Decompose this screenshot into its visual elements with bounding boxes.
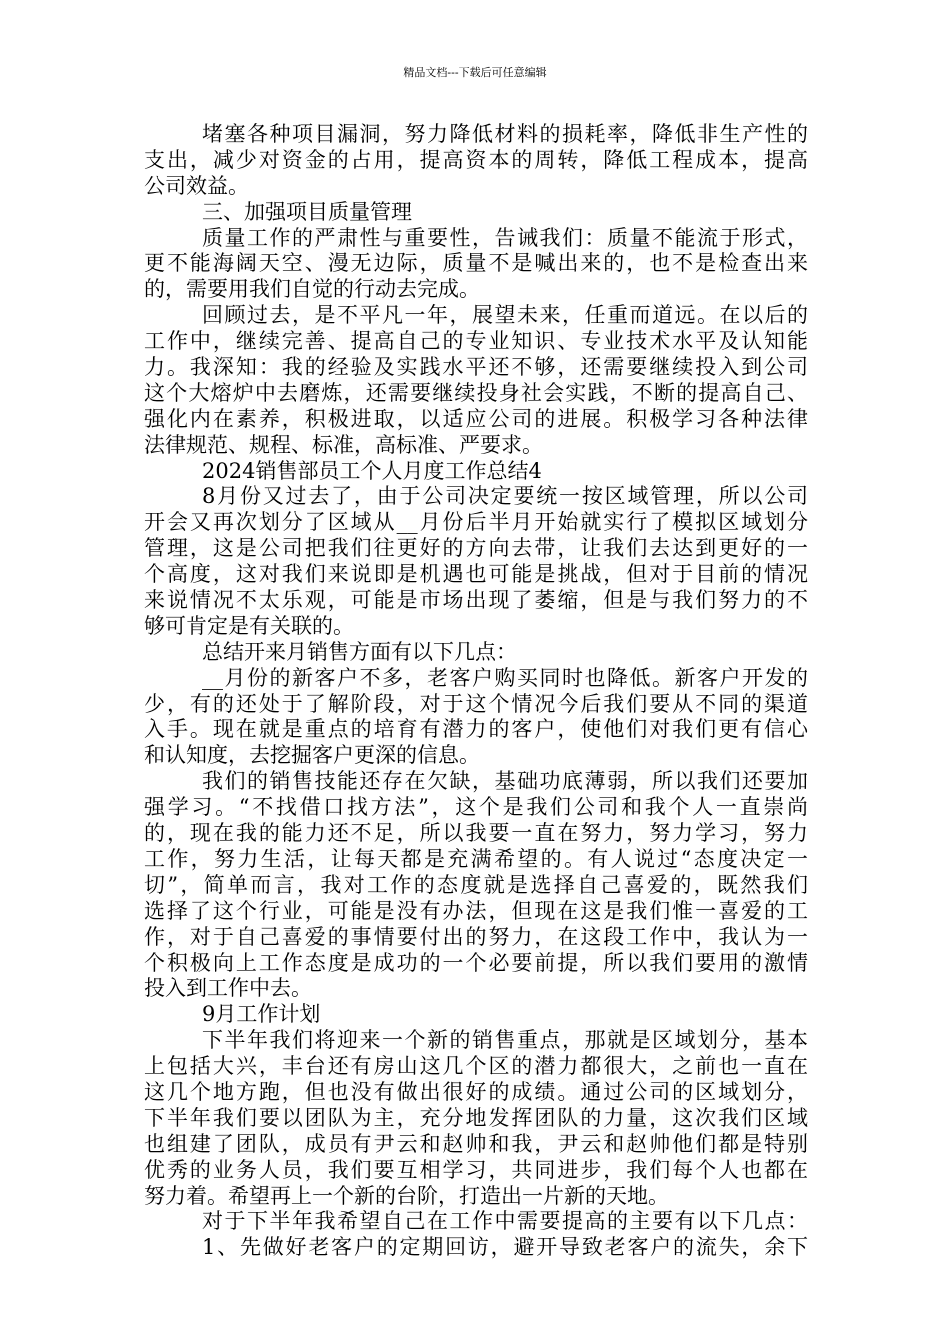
text-line: 和认知度，去挖掘客户更深的信息。 (144, 743, 480, 768)
document-body (144, 122, 808, 1261)
text-line: 强学习。“不找借口找方法”，这个是我们公司和我个人一直崇尚 (144, 795, 808, 820)
text-line: 更不能海阔天空、漫无边际，质量不是喊出来的，也不是检查出来 (144, 251, 808, 276)
text-line: 个积极向上工作态度是成功的一个必要前提，所以我们要用的激情 (144, 950, 808, 975)
text-line: 下半年我们将迎来一个新的销售重点，那就是区域划分，基本 (202, 1028, 808, 1053)
text-line: 堵塞各种项目漏洞，努力降低材料的损耗率，降低非生产性的 (202, 122, 808, 146)
text-line: 工作中，继续完善、提高自己的专业知识、专业技术水平及认知能 (144, 329, 808, 354)
text-line: 选择了这个行业，可能是没有办法，但现在这是我们惟一喜爱的工 (144, 898, 808, 923)
text-line: 来说情况不太乐观，可能是市场出现了萎缩，但是与我们努力的不 (144, 588, 808, 613)
text-line: 优秀的业务人员，我们要互相学习，共同进步，我们每个人也都在 (144, 1157, 808, 1182)
text-line: 支出，减少对资金的占用，提高资本的周转，降低工程成本，提高 (144, 147, 808, 172)
text-line: 的，现在我的能力还不足，所以我要一直在努力，努力学习，努力 (144, 821, 808, 846)
text-line: 下半年我们要以团队为主，充分地发挥团队的力量，这次我们区域 (144, 1105, 808, 1130)
text-line: 法律规范、规程、标准，高标准、严要求。 (144, 432, 543, 457)
text-line: 公司效益。 (144, 173, 249, 198)
text-line: 够可肯定是有关联的。 (144, 613, 354, 638)
text-line: 管理，这是公司把我们往更好的方向去带，让我们去达到更好的一 (144, 536, 808, 561)
text-line: 上包括大兴，丰台还有房山这几个区的潜力都很大，之前也一直在 (144, 1054, 808, 1079)
text-line: 工作，努力生活，让每天都是充满希望的。有人说过“态度决定一 (144, 846, 808, 871)
text-line: 少，有的还处于了解阶段，对于这个情况今后我们要从不同的渠道 (144, 691, 808, 716)
text-line: 入手。现在就是重点的培育有潜力的客户，使他们对我们更有信心 (144, 717, 808, 742)
text-line: 三、加强项目质量管理 (202, 199, 412, 224)
text-line: 作，对于自己喜爱的事情要付出的努力，在这段工作中，我认为一 (144, 924, 808, 949)
text-line: 力。我深知：我的经验及实践水平还不够，还需要继续投入到公司 (144, 355, 808, 380)
text-line: 对于下半年我希望自己在工作中需要提高的主要有以下几点： (202, 1209, 808, 1234)
text-line: 强化内在素养，积极进取，以适应公司的进展。积极学习各种法律 (144, 406, 808, 431)
text-line: 回顾过去，是不平凡一年，展望未来，任重而道远。在以后的 (202, 303, 808, 328)
text-line: 开会又再次划分了区域从__月份后半月开始就实行了模拟区域划分 (144, 510, 808, 535)
text-line: 我们的销售技能还存在欠缺，基础功底薄弱，所以我们还要加 (202, 769, 808, 794)
text-line: 个高度，这对我们来说即是机遇也可能是挑战，但对于目前的情况 (144, 562, 808, 587)
text-line: 的，需要用我们自觉的行动去完成。 (144, 277, 480, 302)
text-line: 1、先做好老客户的定期回访，避开导致老客户的流失，余下 (202, 1235, 808, 1260)
text-line: 总结开来月销售方面有以下几点： (202, 639, 517, 664)
text-line: 这个大熔炉中去磨炼，还需要继续投身社会实践，不断的提高自己、 (144, 380, 808, 405)
text-line: 2024销售部员工个人月度工作总结4 (202, 458, 542, 483)
text-line: 投入到工作中去。 (144, 976, 312, 1001)
text-line: 这几个地方跑，但也没有做出很好的成绩。通过公司的区域划分， (144, 1079, 808, 1104)
page-header: 精品文档---下载后可任意编辑 (403, 66, 547, 79)
text-line: 切”，简单而言，我对工作的态度就是选择自己喜爱的，既然我们 (144, 872, 808, 897)
text-line: 也组建了团队，成员有尹云和赵帅和我，尹云和赵帅他们都是特别 (144, 1131, 808, 1156)
text-line: __月份的新客户不多，老客户购买同时也降低。新客户开发的 (202, 665, 808, 690)
text-line: 8月份又过去了，由于公司决定要统一按区域管理，所以公司 (202, 484, 808, 509)
text-line: 9月工作计划 (202, 1002, 321, 1027)
text-line: 努力着。希望再上一个新的台阶，打造出一片新的天地。 (144, 1183, 669, 1208)
text-line: 质量工作的严肃性与重要性，告诫我们：质量不能流于形式， (202, 225, 808, 250)
